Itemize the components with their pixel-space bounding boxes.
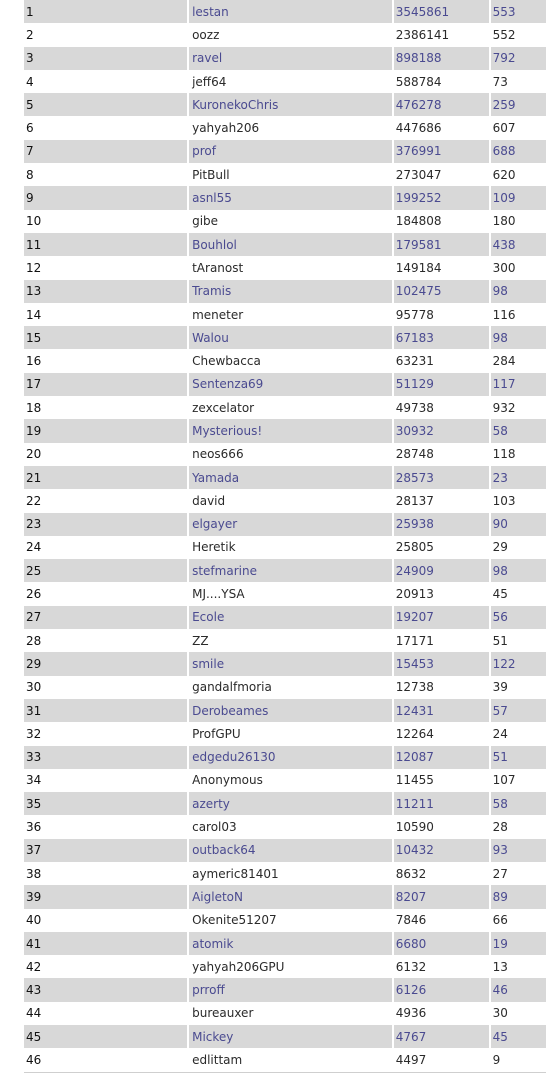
table-row <box>24 163 546 186</box>
rank-cell: 11 <box>26 237 42 252</box>
score-cell: 95778 <box>395 307 434 322</box>
count-cell: 107 <box>492 773 516 788</box>
player-name-cell: Heretik <box>192 540 236 555</box>
score-cell: 588784 <box>395 74 442 89</box>
player-name-cell: jeff64 <box>192 74 227 89</box>
player-name-cell: carol03 <box>192 820 237 835</box>
count-cell: 13 <box>492 959 508 974</box>
count-cell: 51 <box>492 633 508 648</box>
score-cell: 376991 <box>395 144 442 159</box>
count-cell: 27 <box>492 866 508 881</box>
player-name-cell: Anonymous <box>192 773 263 788</box>
score-cell: 11455 <box>395 773 434 788</box>
table-row <box>24 676 546 699</box>
player-name-cell: Bouhlol <box>192 237 237 252</box>
score-cell: 6126 <box>395 983 427 998</box>
count-cell: 51 <box>492 750 508 765</box>
rank-cell: 39 <box>26 889 42 904</box>
table-row <box>24 978 546 1001</box>
player-name-cell: AigletoN <box>192 889 243 904</box>
player-name-cell: aymeric81401 <box>192 866 279 881</box>
player-name-cell: lestan <box>192 4 229 19</box>
score-cell: 10432 <box>395 843 434 858</box>
table-row <box>24 93 546 116</box>
table-row <box>24 373 546 396</box>
player-name-cell: elgayer <box>192 517 238 532</box>
player-name-cell: Derobeames <box>192 703 269 718</box>
count-cell: 117 <box>492 377 516 392</box>
score-cell: 8632 <box>395 866 427 881</box>
player-name-cell: edlittam <box>192 1053 243 1067</box>
table-row <box>24 769 546 792</box>
score-cell: 4936 <box>395 1006 427 1021</box>
table-row <box>24 559 546 582</box>
rank-cell: 30 <box>26 680 42 695</box>
score-cell: 7846 <box>395 913 427 928</box>
table-row <box>24 303 546 326</box>
rank-cell: 7 <box>26 144 34 159</box>
count-cell: 688 <box>492 144 516 159</box>
count-cell: 28 <box>492 820 508 835</box>
score-cell: 8207 <box>395 889 427 904</box>
count-cell: 103 <box>492 493 516 508</box>
rank-cell: 35 <box>26 796 42 811</box>
rank-cell: 23 <box>26 517 42 532</box>
score-cell: 12087 <box>395 750 434 765</box>
count-cell: 552 <box>492 27 516 42</box>
table-row <box>24 47 546 70</box>
count-cell: 109 <box>492 191 516 206</box>
player-name-cell: smile <box>192 656 225 671</box>
rank-cell: 43 <box>26 983 42 998</box>
table-row <box>24 1002 546 1025</box>
table-row <box>24 256 546 279</box>
rank-cell: 28 <box>26 633 42 648</box>
count-cell: 24 <box>492 726 508 741</box>
rank-cell: 21 <box>26 470 42 485</box>
player-name-cell: bureauxer <box>192 1006 254 1021</box>
rank-cell: 29 <box>26 656 42 671</box>
table-row <box>24 513 546 536</box>
rank-cell: 5 <box>26 97 34 112</box>
rank-cell: 6 <box>26 121 34 136</box>
score-cell: 898188 <box>395 51 442 66</box>
count-cell: 607 <box>492 121 516 136</box>
count-cell: 23 <box>492 470 508 485</box>
count-cell: 58 <box>492 796 508 811</box>
count-cell: 56 <box>492 610 508 625</box>
rank-cell: 22 <box>26 493 42 508</box>
score-cell: 12431 <box>395 703 434 718</box>
player-name-cell: gibe <box>192 214 219 229</box>
score-cell: 28137 <box>395 493 434 508</box>
score-cell: 2386141 <box>395 27 450 42</box>
count-cell: 122 <box>492 656 516 671</box>
player-name-cell: azerty <box>192 796 230 811</box>
count-cell: 39 <box>492 680 508 695</box>
table-row <box>24 746 546 769</box>
rank-cell: 27 <box>26 610 42 625</box>
player-name-cell: prroff <box>192 983 225 998</box>
player-name-cell: asnl55 <box>192 191 232 206</box>
table-row <box>24 536 546 559</box>
score-cell: 179581 <box>395 237 442 252</box>
rank-cell: 42 <box>26 959 42 974</box>
rank-cell: 18 <box>26 400 42 415</box>
table-row <box>24 396 546 419</box>
score-cell: 20913 <box>395 587 434 602</box>
player-name-cell: KuronekoChris <box>192 97 279 112</box>
count-cell: 73 <box>492 74 508 89</box>
table-row <box>24 326 546 349</box>
score-cell: 184808 <box>395 214 442 229</box>
count-cell: 98 <box>492 284 508 299</box>
rank-cell: 9 <box>26 191 34 206</box>
rank-cell: 31 <box>26 703 42 718</box>
player-name-cell: MJ....YSA <box>192 587 245 602</box>
score-cell: 15453 <box>395 656 434 671</box>
count-cell: 116 <box>492 307 516 322</box>
score-cell: 11211 <box>395 796 434 811</box>
rank-cell: 37 <box>26 843 42 858</box>
score-cell: 3545861 <box>395 4 450 19</box>
score-cell: 25938 <box>395 517 434 532</box>
table-row <box>24 722 546 745</box>
score-cell: 49738 <box>395 400 434 415</box>
rank-cell: 36 <box>26 820 42 835</box>
rank-cell: 8 <box>26 167 34 182</box>
table-row <box>24 932 546 955</box>
table-row <box>24 443 546 466</box>
table-row <box>24 0 546 23</box>
score-cell: 19207 <box>395 610 434 625</box>
rank-cell: 10 <box>26 214 42 229</box>
player-name-cell: PitBull <box>192 167 230 182</box>
table-row <box>24 489 546 512</box>
score-cell: 17171 <box>395 633 434 648</box>
score-cell: 149184 <box>395 260 442 275</box>
rank-cell: 3 <box>26 51 34 66</box>
count-cell: 58 <box>492 423 508 438</box>
score-cell: 4767 <box>395 1029 427 1044</box>
rank-cell: 32 <box>26 726 42 741</box>
ranking-table <box>24 0 546 1072</box>
table-row <box>24 233 546 256</box>
count-cell: 932 <box>492 400 516 415</box>
player-name-cell: oozz <box>192 27 220 42</box>
count-cell: 98 <box>492 563 508 578</box>
table-row <box>24 909 546 932</box>
count-cell: 553 <box>492 4 516 19</box>
player-name-cell: david <box>192 493 226 508</box>
table-row <box>24 23 546 46</box>
rank-cell: 24 <box>26 540 42 555</box>
rank-cell: 19 <box>26 423 42 438</box>
rank-cell: 4 <box>26 74 34 89</box>
count-cell: 89 <box>492 889 508 904</box>
rank-cell: 15 <box>26 330 42 345</box>
score-cell: 199252 <box>395 191 442 206</box>
table-row <box>24 186 546 209</box>
table-row <box>24 349 546 372</box>
rank-cell: 16 <box>26 354 42 369</box>
player-name-cell: ZZ <box>192 633 209 648</box>
rank-cell: 40 <box>26 913 42 928</box>
count-cell: 19 <box>492 936 508 951</box>
count-cell: 30 <box>492 1006 508 1021</box>
score-cell: 6132 <box>395 959 427 974</box>
player-name-cell: zexcelator <box>192 400 255 415</box>
score-cell: 12264 <box>395 726 434 741</box>
player-name-cell: stefmarine <box>192 563 257 578</box>
table-row <box>24 1048 546 1071</box>
score-cell: 102475 <box>395 284 442 299</box>
table-row <box>24 815 546 838</box>
player-name-cell: Sentenza69 <box>192 377 264 392</box>
count-cell: 300 <box>492 260 516 275</box>
table-row <box>24 280 546 303</box>
player-name-cell: ravel <box>192 51 223 66</box>
player-name-cell: ProfGPU <box>192 726 241 741</box>
rank-cell: 44 <box>26 1006 42 1021</box>
table-row <box>24 862 546 885</box>
count-cell: 66 <box>492 913 508 928</box>
player-name-cell: yahyah206 <box>192 121 260 136</box>
player-name-cell: neos666 <box>192 447 244 462</box>
rank-cell: 46 <box>26 1053 42 1067</box>
rank-cell: 38 <box>26 866 42 881</box>
table-row <box>24 606 546 629</box>
table-row <box>24 140 546 163</box>
player-name-cell: edgedu26130 <box>192 750 276 765</box>
rank-cell: 26 <box>26 587 42 602</box>
count-cell: 93 <box>492 843 508 858</box>
player-name-cell: meneter <box>192 307 244 322</box>
count-cell: 259 <box>492 97 516 112</box>
player-name-cell: outback64 <box>192 843 256 858</box>
count-cell: 118 <box>492 447 516 462</box>
rank-cell: 20 <box>26 447 42 462</box>
count-cell: 90 <box>492 517 508 532</box>
score-cell: 10590 <box>395 820 434 835</box>
rank-cell: 2 <box>26 27 34 42</box>
count-cell: 438 <box>492 237 516 252</box>
count-cell: 284 <box>492 354 516 369</box>
score-cell: 28573 <box>395 470 434 485</box>
table-row <box>24 70 546 93</box>
count-cell: 792 <box>492 51 516 66</box>
count-cell: 46 <box>492 983 508 998</box>
table-row <box>24 419 546 442</box>
score-cell: 4497 <box>395 1053 427 1067</box>
player-name-cell: Okenite51207 <box>192 913 277 928</box>
table-row <box>24 955 546 978</box>
player-name-cell: Tramis <box>192 284 232 299</box>
player-name-cell: Mysterious! <box>192 423 263 438</box>
player-name-cell: atomik <box>192 936 234 951</box>
count-cell: 45 <box>492 587 508 602</box>
table-row <box>24 699 546 722</box>
count-cell: 45 <box>492 1029 508 1044</box>
score-cell: 273047 <box>395 167 442 182</box>
player-name-cell: Ecole <box>192 610 225 625</box>
table-row <box>24 116 546 139</box>
score-cell: 51129 <box>395 377 434 392</box>
player-name-cell: Mickey <box>192 1029 234 1044</box>
table-row <box>24 885 546 908</box>
table-row <box>24 839 546 862</box>
table-row <box>24 792 546 815</box>
player-name-cell: tAranost <box>192 260 244 275</box>
table-row <box>24 1025 546 1048</box>
rank-cell: 45 <box>26 1029 42 1044</box>
score-cell: 67183 <box>395 330 434 345</box>
count-cell: 620 <box>492 167 516 182</box>
player-name-cell: Walou <box>192 330 229 345</box>
rank-cell: 1 <box>26 4 34 19</box>
table-row <box>24 210 546 233</box>
table-row <box>24 582 546 605</box>
score-cell: 25805 <box>395 540 434 555</box>
count-cell: 29 <box>492 540 508 555</box>
table-row <box>24 466 546 489</box>
rank-cell: 14 <box>26 307 42 322</box>
player-name-cell: prof <box>192 144 216 159</box>
score-cell: 30932 <box>395 423 434 438</box>
player-name-cell: Yamada <box>192 470 240 485</box>
rank-cell: 33 <box>26 750 42 765</box>
score-cell: 476278 <box>395 97 442 112</box>
table-bottom-border <box>24 1072 546 1073</box>
rank-cell: 17 <box>26 377 42 392</box>
score-cell: 447686 <box>395 121 442 136</box>
count-cell: 9 <box>492 1053 501 1067</box>
player-name-cell: gandalfmoria <box>192 680 272 695</box>
rank-cell: 41 <box>26 936 42 951</box>
rank-cell: 13 <box>26 284 42 299</box>
count-cell: 57 <box>492 703 508 718</box>
rank-cell: 34 <box>26 773 42 788</box>
score-cell: 28748 <box>395 447 434 462</box>
score-cell: 12738 <box>395 680 434 695</box>
table-row <box>24 652 546 675</box>
table-row <box>24 629 546 652</box>
rank-cell: 25 <box>26 563 42 578</box>
score-cell: 24909 <box>395 563 434 578</box>
player-name-cell: yahyah206GPU <box>192 959 285 974</box>
score-cell: 6680 <box>395 936 427 951</box>
player-name-cell: Chewbacca <box>192 354 261 369</box>
count-cell: 98 <box>492 330 508 345</box>
count-cell: 180 <box>492 214 516 229</box>
score-cell: 63231 <box>395 354 434 369</box>
rank-cell: 12 <box>26 260 42 275</box>
